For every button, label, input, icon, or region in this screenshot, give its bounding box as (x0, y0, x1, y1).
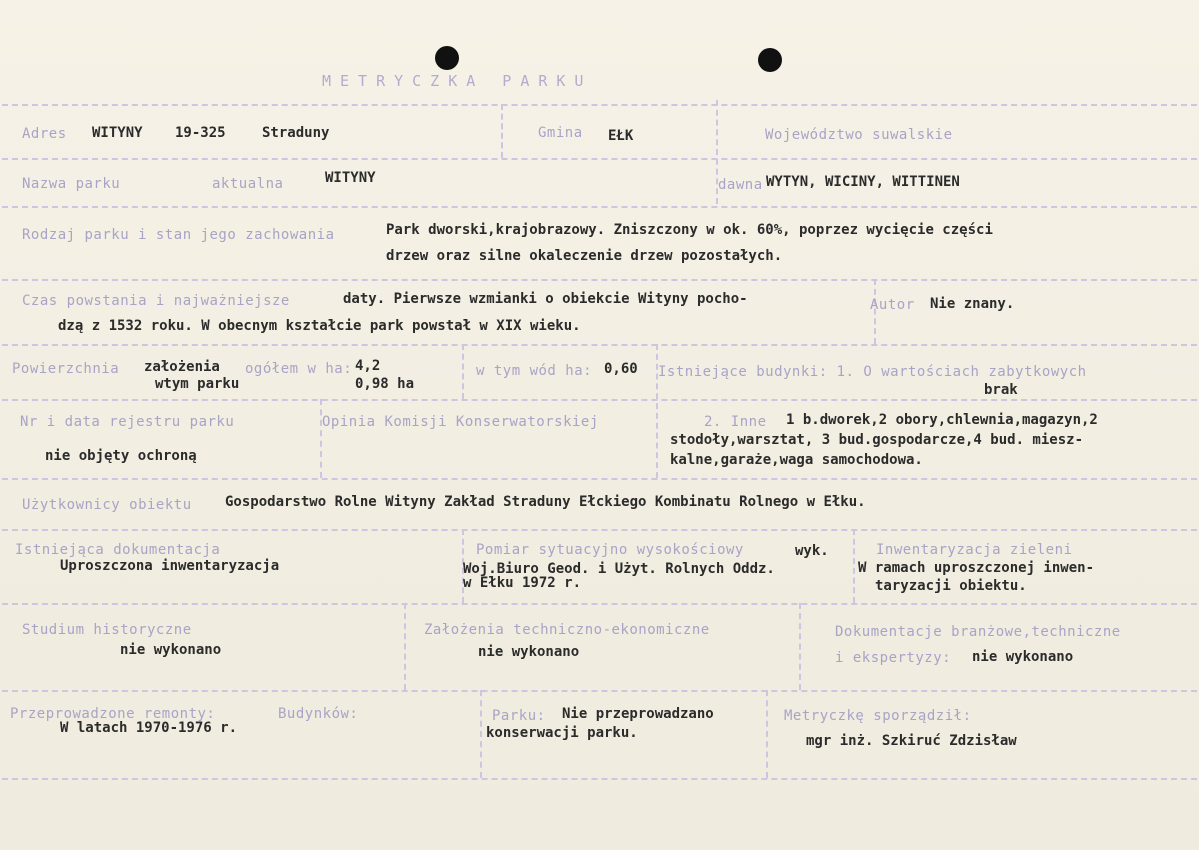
greenery-inventory-label: Inwentaryzacja zieleni (876, 542, 1073, 558)
other-buildings-line-2: stodoły,warsztat, 3 bud.gospodarcze,4 bud. miesz- (670, 432, 1084, 448)
register-label: Nr i data rejestru parku (20, 414, 235, 430)
post-office: Straduny (262, 125, 330, 141)
branch-docs-value: nie wykonano (972, 649, 1074, 665)
total-area-label: ogółem w ha: (245, 361, 353, 377)
current-name-label: aktualna (212, 176, 284, 192)
rule-11 (2, 778, 1197, 780)
park-area-value: 0,98 ha (355, 376, 415, 392)
former-name-label: dawna (718, 177, 763, 193)
address-value: WITYNY (92, 125, 143, 141)
users-value: Gospodarstwo Rolne Wityny Zakład Straduny Ełckiego Kombinatu Rolnego w Ełku. (225, 494, 866, 510)
dates-line-2: dzą z 1532 roku. W obecnym kształcie park powstał w XIX wieku. (58, 318, 581, 334)
water-area-label: w tym wód ha: (476, 363, 593, 379)
vrule-r5a (462, 344, 464, 399)
card-title: METRYCZKA PARKU (322, 72, 593, 90)
park-name-label: Nazwa parku (22, 176, 121, 192)
punch-hole-left (435, 46, 459, 70)
estate-value: założenia (144, 359, 220, 375)
renovations-label: Przeprowadzone remonty: (10, 706, 216, 722)
park-type-label: Rodzaj parku i stan jego zachowania (22, 227, 335, 243)
rule-2 (2, 158, 1197, 160)
current-name-value: WITYNY (325, 170, 376, 186)
survey-by: wyk. (795, 543, 829, 559)
vrule-r10a (480, 690, 482, 778)
documentation-value: Uproszczona inwentaryzacja (60, 558, 280, 574)
former-name-value: WYTYN, WICINY, WITTINEN (766, 174, 960, 190)
park-type-line-2: drzew oraz silne okaleczenie drzew pozostałych. (386, 248, 783, 264)
postal-code: 19-325 (175, 125, 226, 141)
renovations-park-label: Parku: (492, 708, 546, 724)
vrule-r9a (404, 603, 406, 690)
greenery-inventory-line-2: taryzacji obiektu. (875, 578, 1027, 594)
voivodeship-label: Województwo suwalskie (765, 127, 953, 143)
rule-5 (2, 344, 1197, 346)
rule-1 (2, 104, 1197, 106)
author-label: Autor (870, 297, 915, 313)
survey-label: Pomiar sytuacyjno wysokościowy (476, 542, 744, 558)
author-value: Nie znany. (930, 296, 1015, 312)
register-value: nie objęty ochroną (45, 448, 197, 464)
park-type-line-1: Park dworski,krajobrazowy. Zniszczony w ok. 60%, poprzez wycięcie części (386, 222, 993, 238)
rule-3 (2, 206, 1197, 208)
dates-line-1: daty. Pierwsze wzmianki o obiekcie Wityny pocho- (343, 291, 748, 307)
area-label: Powierzchnia (12, 361, 120, 377)
technical-assumptions-value: nie wykonano (478, 644, 580, 660)
vrule-r10b (766, 690, 768, 778)
rule-9 (2, 603, 1197, 605)
renovations-park-line-2: konserwacji parku. (486, 725, 638, 741)
survey-line-2: Woj.Biuro Geod. i Użyt. Rolnych Oddz. (463, 561, 775, 577)
rule-8 (2, 529, 1197, 531)
water-area-value: 0,60 (604, 361, 638, 377)
greenery-inventory-line-1: W ramach uproszczonej inwen- (858, 560, 1095, 576)
commune-value: EŁK (608, 128, 634, 144)
rule-10 (2, 690, 1197, 692)
survey-line-3: w Ełku 1972 r. (463, 575, 582, 591)
other-buildings-line-1: 1 b.dworek,2 obory,chlewnia,magazyn,2 (786, 412, 1098, 428)
other-buildings-label: 2. Inne (704, 414, 767, 430)
branch-docs-label-1: Dokumentacje branżowe,techniczne (835, 624, 1121, 640)
total-area-value: 4,2 (355, 358, 381, 374)
buildings-value: brak (984, 382, 1018, 398)
address-label: Adres (22, 126, 67, 142)
rule-4 (2, 279, 1197, 281)
historical-study-label: Studium historyczne (22, 622, 192, 638)
technical-assumptions-label: Założenia techniczno-ekonomiczne (424, 622, 710, 638)
vrule-r1a (501, 104, 503, 158)
rule-6 (2, 399, 1197, 401)
vrule-r6 (320, 399, 322, 478)
prepared-by-label: Metryczkę sporządził: (784, 708, 972, 724)
vrule-r9b (799, 603, 801, 690)
dates-label: Czas powstania i najważniejsze (22, 293, 290, 309)
renovations-buildings-value: W latach 1970-1976 r. (60, 720, 238, 736)
renovations-park-line-1: Nie przeprowadzano (562, 706, 714, 722)
documentation-label: Istniejąca dokumentacja (15, 542, 221, 558)
users-label: Użytkownicy obiektu (22, 497, 192, 513)
commune-label: Gmina (538, 125, 583, 141)
renovations-buildings-label: Budynków: (278, 706, 359, 722)
buildings-label: Istniejące budynki: 1. O wartościach zabytkowych (658, 364, 1087, 380)
commission-opinion-label: Opinia Komisji Konserwatorskiej (322, 414, 599, 430)
park-area-label: wtym parku (155, 376, 240, 392)
historical-study-value: nie wykonano (120, 642, 222, 658)
punch-hole-right (758, 48, 782, 72)
branch-docs-label-2: i ekspertyzy: (835, 650, 952, 666)
rule-7 (2, 478, 1197, 480)
prepared-by-value: mgr inż. Szkiruć Zdzisław (806, 733, 1017, 749)
other-buildings-line-3: kalne,garaże,waga samochodowa. (670, 452, 923, 468)
vrule-r8b (853, 529, 855, 603)
